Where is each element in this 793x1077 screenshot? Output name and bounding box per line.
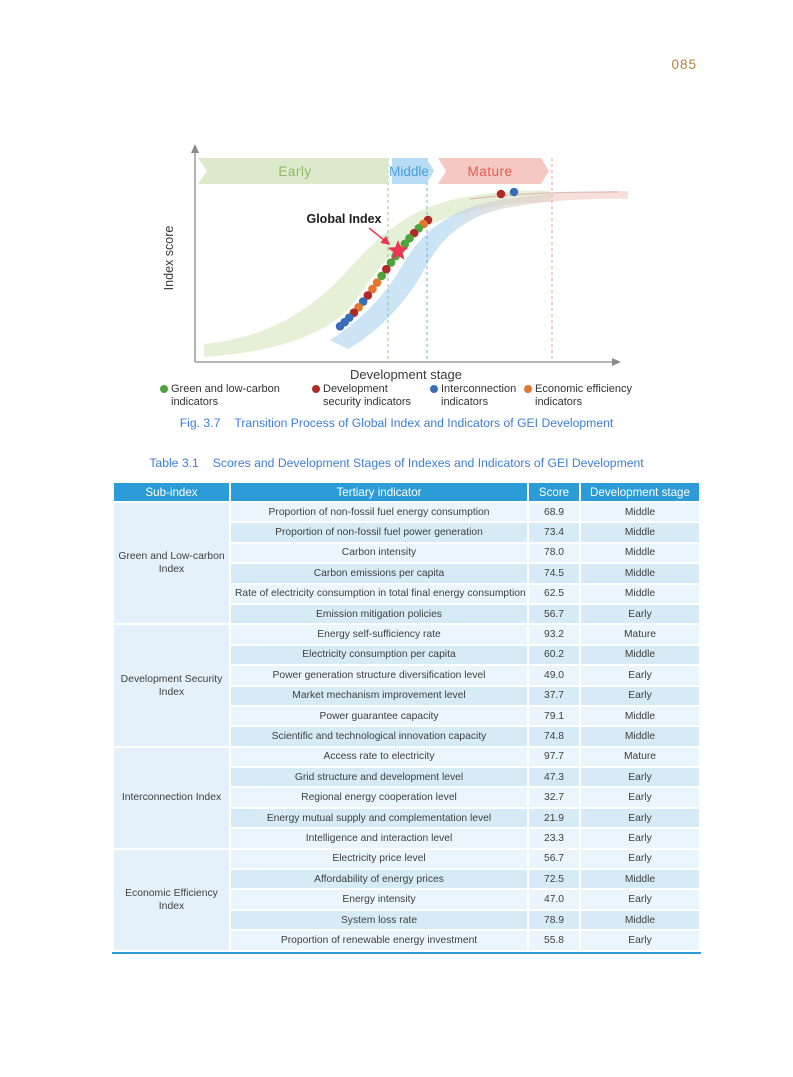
stage-cell: Early: [581, 788, 699, 806]
blue-dot-icon: [430, 385, 438, 393]
score-cell: 93.2: [529, 625, 579, 643]
indicator-cell: Market mechanism improvement level: [231, 687, 527, 705]
legend-item-interconnection: [430, 383, 535, 409]
indicator-dot-development-security: [497, 190, 506, 199]
global-index-annotation: Global Index: [306, 212, 382, 226]
y-axis-arrow-icon: [191, 144, 199, 153]
stage-cell: Middle: [581, 523, 699, 541]
stage-cell: Early: [581, 809, 699, 827]
subindex-cell: Green and Low-carbon Index: [114, 503, 229, 623]
indicator-cell: Energy self-sufficiency rate: [231, 625, 527, 643]
stage-cell: Early: [581, 768, 699, 786]
indicator-cell: Intelligence and interaction level: [231, 829, 527, 847]
x-axis-label: Development stage: [349, 367, 463, 382]
table-header-row: [114, 483, 699, 501]
score-cell: 73.4: [529, 523, 579, 541]
legend-label: Development security indicators: [323, 383, 412, 409]
figure-caption: Fig. 3.7 Transition Process of Global Index and Indicators of GEI Development: [179, 416, 614, 430]
score-cell: 32.7: [529, 788, 579, 806]
indicator-cell: Access rate to electricity: [231, 748, 527, 766]
x-axis-arrow-icon: [612, 358, 621, 366]
stage-cell: Early: [581, 850, 699, 868]
score-cell: 55.8: [529, 931, 579, 949]
score-cell: 62.5: [529, 585, 579, 603]
score-cell: 47.3: [529, 768, 579, 786]
table-header-subindex: Sub-index: [114, 483, 229, 501]
table-header-score: Score: [529, 483, 579, 501]
stage-cell: Middle: [581, 544, 699, 562]
stage-label-mature: Mature: [467, 164, 513, 179]
stage-cell: Mature: [581, 748, 699, 766]
indicator-cell: Affordability of energy prices: [231, 870, 527, 888]
stage-cell: Mature: [581, 625, 699, 643]
legend-item-green-low-carbon: [160, 383, 310, 409]
indicator-cell: Energy mutual supply and complementation level: [231, 809, 527, 827]
score-cell: 74.5: [529, 564, 579, 582]
table-header-development-stage: Development stage: [581, 483, 699, 501]
indicator-cell: Proportion of non-fossil fuel energy consumption: [231, 503, 527, 521]
indicator-cell: Proportion of non-fossil fuel power generation: [231, 523, 527, 541]
indicator-cell: Grid structure and development level: [231, 768, 527, 786]
indicator-cell: System loss rate: [231, 911, 527, 929]
indicator-cell: Electricity price level: [231, 850, 527, 868]
score-cell: 79.1: [529, 707, 579, 725]
score-cell: 49.0: [529, 666, 579, 684]
stage-label-middle: Middle: [389, 164, 429, 179]
table-caption: Table 3.1 Scores and Development Stages of Indexes and Indicators of GEI Development: [149, 456, 644, 470]
score-cell: 97.7: [529, 748, 579, 766]
table-row: [114, 625, 699, 643]
subindex-cell: Interconnection Index: [114, 748, 229, 848]
table-row: [114, 748, 699, 766]
subindex-cell: Development Security Index: [114, 625, 229, 745]
indicator-cell: Energy intensity: [231, 890, 527, 908]
indicator-cell: Proportion of renewable energy investment: [231, 931, 527, 949]
red-dot-icon: [312, 385, 320, 393]
indicator-cell: Carbon intensity: [231, 544, 527, 562]
score-cell: 23.3: [529, 829, 579, 847]
indicator-dot-interconnection: [336, 322, 345, 331]
stage-cell: Early: [581, 666, 699, 684]
subindex-cell: Economic Efficiency Index: [114, 850, 229, 950]
score-cell: 56.7: [529, 605, 579, 623]
table-body: [114, 503, 699, 950]
page-number: 085: [671, 57, 697, 72]
indicator-cell: Electricity consumption per capita: [231, 646, 527, 664]
data-table: [112, 481, 701, 954]
score-cell: 72.5: [529, 870, 579, 888]
stage-cell: Middle: [581, 911, 699, 929]
legend-item-development-security: [312, 383, 432, 409]
stage-cell: Early: [581, 829, 699, 847]
legend-label: Interconnection indicators: [441, 383, 517, 409]
y-axis-label: Index score: [162, 225, 176, 291]
score-cell: 78.0: [529, 544, 579, 562]
indicator-cell: Emission mitigation policies: [231, 605, 527, 623]
indicator-dot-interconnection: [510, 188, 519, 197]
stage-cell: Early: [581, 931, 699, 949]
indicator-cell: Regional energy cooperation level: [231, 788, 527, 806]
stage-cell: Early: [581, 890, 699, 908]
indicator-cell: Power guarantee capacity: [231, 707, 527, 725]
stage-cell: Middle: [581, 870, 699, 888]
score-cell: 78.9: [529, 911, 579, 929]
score-cell: 47.0: [529, 890, 579, 908]
legend-item-economic-efficiency: [524, 383, 649, 409]
legend-label: Green and low-carbon indicators: [171, 383, 280, 409]
table-header-tertiary-indicator: Tertiary indicator: [231, 483, 527, 501]
stage-cell: Early: [581, 605, 699, 623]
stage-cell: Middle: [581, 564, 699, 582]
indicator-cell: Power generation structure diversification level: [231, 666, 527, 684]
score-cell: 37.7: [529, 687, 579, 705]
stage-cell: Middle: [581, 727, 699, 745]
indicator-cell: Carbon emissions per capita: [231, 564, 527, 582]
green-dot-icon: [160, 385, 168, 393]
legend-label: Economic efficiency indicators: [535, 383, 633, 409]
stage-cell: Middle: [581, 585, 699, 603]
stage-cell: Middle: [581, 646, 699, 664]
figure-chart: [150, 140, 660, 415]
score-cell: 60.2: [529, 646, 579, 664]
score-cell: 68.9: [529, 503, 579, 521]
stage-cell: Early: [581, 687, 699, 705]
score-cell: 56.7: [529, 850, 579, 868]
table-row: [114, 503, 699, 521]
stage-cell: Middle: [581, 503, 699, 521]
stage-label-early: Early: [278, 164, 312, 179]
indicator-cell: Scientific and technological innovation capacity: [231, 727, 527, 745]
score-cell: 21.9: [529, 809, 579, 827]
orange-dot-icon: [524, 385, 532, 393]
table-row: [114, 850, 699, 868]
indicator-cell: Rate of electricity consumption in total final energy consumption: [231, 585, 527, 603]
stage-cell: Middle: [581, 707, 699, 725]
score-cell: 74.8: [529, 727, 579, 745]
